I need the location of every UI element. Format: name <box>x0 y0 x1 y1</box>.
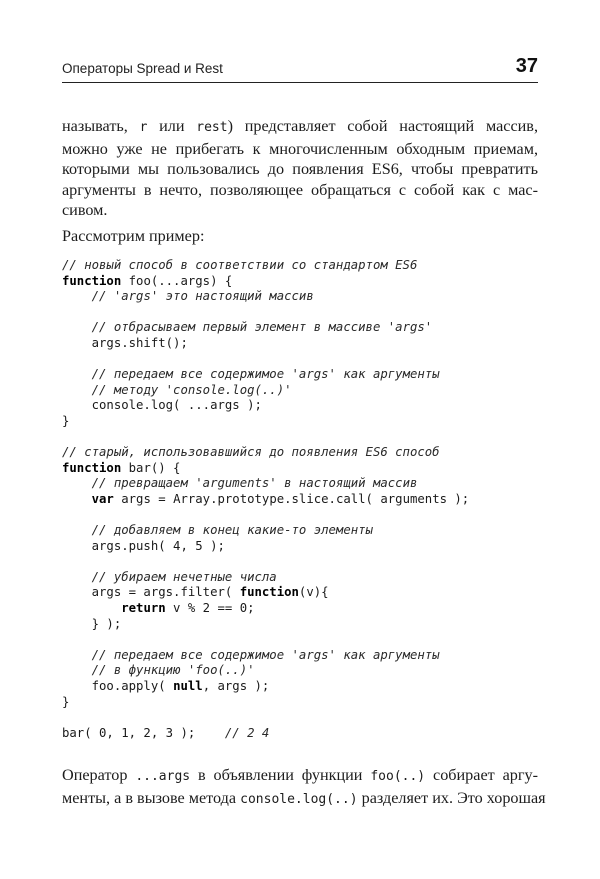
code-text: args = args.filter( <box>62 585 240 600</box>
code-text: args.shift(); <box>62 335 188 350</box>
inline-code: console.log(..) <box>240 791 358 807</box>
page-number: 37 <box>515 55 538 77</box>
text-run: или <box>147 117 197 135</box>
code-comment: // передаем все содержимое 'args' как аргументы <box>91 367 440 382</box>
chapter-title: Операторы Spread и Rest <box>62 61 223 76</box>
paragraph-line: сивом. <box>62 201 108 219</box>
code-comment: // убираем нечетные числа <box>91 569 277 584</box>
code-text: bar( 0, 1, 2, 3 ); <box>62 725 225 740</box>
text-run: собирает аргу- <box>425 766 538 784</box>
text-run: ) представляет собой настоящий массив, <box>227 117 538 135</box>
code-text: args = Array.prototype.slice.call( arguments ); <box>113 491 470 506</box>
code-keyword: function <box>62 460 122 475</box>
code-line <box>62 617 542 633</box>
paragraph-example-intro <box>62 226 538 247</box>
text-run: менты, а в вызове метода <box>62 788 241 807</box>
code-line <box>62 274 542 290</box>
paragraph-line <box>62 116 538 139</box>
paragraph-line: можно уже не прибегать к многочисленным обходным приемам, <box>62 139 538 158</box>
code-line <box>62 679 542 695</box>
inline-code: foo(..) <box>370 769 426 784</box>
code-text: } ); <box>62 616 122 631</box>
code-line <box>62 648 542 664</box>
code-line <box>62 352 542 368</box>
code-line <box>62 539 542 555</box>
code-text: } <box>62 694 70 709</box>
code-text <box>62 570 92 584</box>
code-line <box>62 383 542 399</box>
code-line <box>62 523 542 539</box>
paragraph-line <box>62 765 538 788</box>
code-comment: // старый, использовавшийся до появления ES6 способ <box>62 445 440 460</box>
code-text: bar() { <box>121 460 181 475</box>
code-line <box>62 305 542 321</box>
code-text <box>62 320 92 334</box>
code-text: v % 2 == 0; <box>165 601 255 616</box>
code-comment: // новый способ в соответствии со стандартом ES6 <box>62 258 418 272</box>
code-comment: // добавляем в конец какие-то элементы <box>91 523 373 538</box>
code-text: console.log( ...args ); <box>62 398 262 413</box>
code-line <box>62 726 542 742</box>
code-comment: // методу 'console.log(..)' <box>91 382 292 397</box>
paragraph-line: Рассмотрим пример: <box>62 227 205 245</box>
inline-code: rest <box>196 120 228 135</box>
inline-code: ...args <box>135 769 191 784</box>
text-run: разделяет их. Это хорошая <box>357 788 546 807</box>
code-text <box>62 289 92 303</box>
code-line <box>62 585 542 601</box>
code-line <box>62 695 542 711</box>
code-keyword: var <box>91 491 114 506</box>
inline-code: r <box>139 120 148 135</box>
text-run: называть, <box>62 117 140 135</box>
text-run: в объявлении функции <box>190 766 371 784</box>
code-line <box>62 430 542 446</box>
code-text: , args ); <box>202 679 270 694</box>
code-keyword: function <box>239 585 299 600</box>
paragraph-explanation <box>62 765 546 810</box>
code-text: } <box>62 413 70 428</box>
code-keyword: null <box>173 679 203 694</box>
code-line <box>62 554 542 570</box>
code-line <box>62 414 542 430</box>
code-line <box>62 601 542 617</box>
code-line <box>62 461 542 477</box>
code-text <box>62 648 92 662</box>
code-line <box>62 336 542 352</box>
code-listing <box>62 258 542 741</box>
paragraph-line: аргументы в нечто, позволяющее обращаться с собой как с мас- <box>62 180 538 199</box>
code-text <box>62 476 92 490</box>
paragraph-intro <box>62 116 538 221</box>
code-text: foo(...args) { <box>121 273 233 288</box>
code-comment: // превращаем 'arguments' в настоящий массив <box>91 476 418 491</box>
code-line <box>62 320 542 336</box>
code-line <box>62 632 542 648</box>
code-text: args.push( 4, 5 ); <box>62 538 225 553</box>
code-text: (v){ <box>298 585 329 600</box>
code-text <box>62 601 121 615</box>
code-line <box>62 398 542 414</box>
code-text: foo.apply( <box>62 679 174 694</box>
code-line <box>62 367 542 383</box>
code-comment: // в функцию 'foo(..)' <box>91 663 255 678</box>
code-text <box>62 383 92 397</box>
code-line <box>62 445 542 461</box>
code-comment: // передаем все содержимое 'args' как аргументы <box>91 647 440 662</box>
code-line <box>62 663 542 679</box>
code-keyword: return <box>121 601 166 616</box>
code-line <box>62 710 542 726</box>
paragraph-line <box>62 788 546 811</box>
code-text <box>62 492 92 506</box>
running-header <box>62 52 538 83</box>
code-line <box>62 570 542 586</box>
code-line <box>62 492 542 508</box>
code-text <box>62 523 92 537</box>
code-comment: // 'args' это настоящий массив <box>91 289 314 304</box>
code-comment: // 2 4 <box>224 725 270 740</box>
code-text <box>62 663 92 677</box>
paragraph-line: которыми мы пользовались до появления ES6, чтобы превратить <box>62 160 538 178</box>
code-text <box>62 367 92 381</box>
code-line <box>62 508 542 524</box>
code-keyword: function <box>62 273 122 288</box>
text-run: Оператор <box>62 766 136 784</box>
code-comment: // отбрасываем первый элемент в массиве 'args' <box>91 320 433 335</box>
code-line <box>62 258 542 274</box>
code-line <box>62 289 542 305</box>
code-line <box>62 476 542 492</box>
